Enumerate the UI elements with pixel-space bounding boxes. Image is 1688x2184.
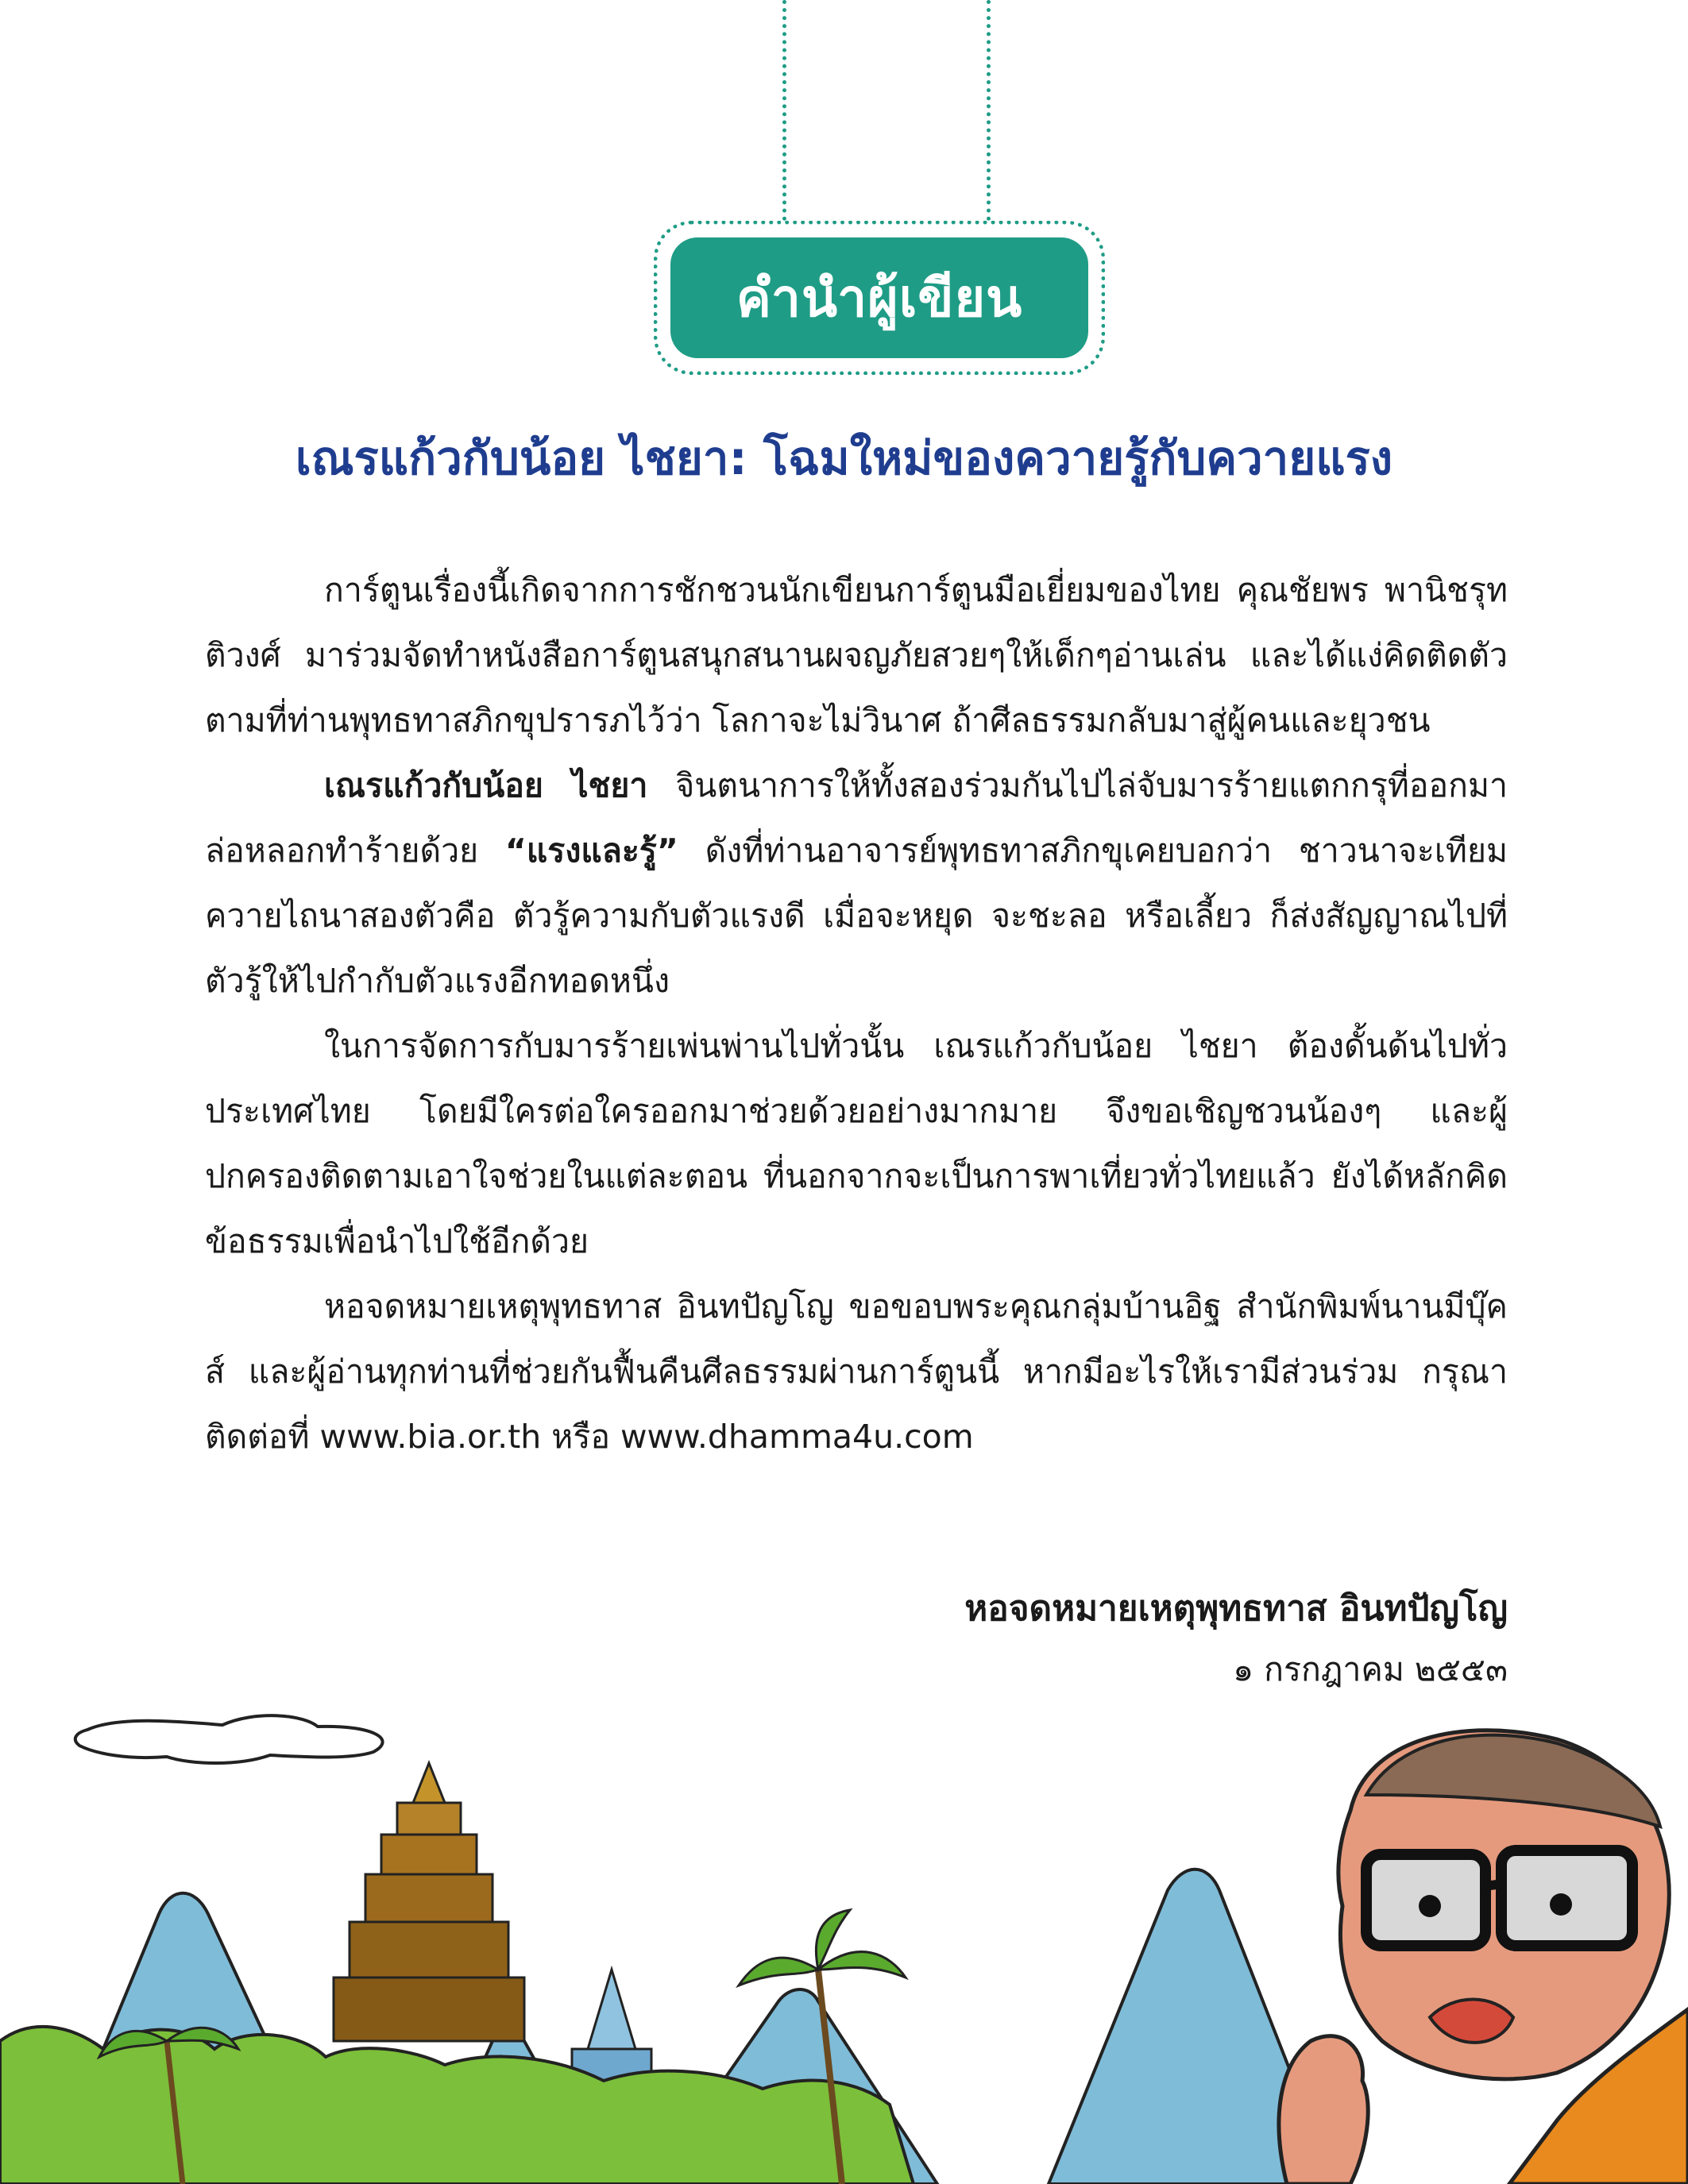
page-title: คำนำผู้เขียน bbox=[736, 267, 1023, 329]
paragraph-2 bbox=[205, 753, 1508, 1013]
signature-date: ๑ กรกฎาคม ๒๕๕๓ bbox=[1233, 1650, 1508, 1688]
signature-name: หอจดหมายเหตุพุทธทาส อินทปัญโญ bbox=[964, 1588, 1508, 1629]
title-badge-fill bbox=[670, 237, 1088, 358]
paragraph-1: การ์ตูนเรื่องนี้เกิดจากการชักชวนนักเขียนการ์ตูนมือเยี่ยมของไทย คุณชัยพร พานิชรุทติวงศ์ มาร่วมจัดทำหนังสือการ์ตูนสนุกสนานผจญภัยสวยๆให้เด็กๆอ่านเล่น และได้แง่คิดติดตัว ตามที่ท่านพุทธทาสภิกขุปรารภไว้ว่า โลกาจะไม่วินาศ ถ้าศีลธรรมกลับมาสู่ผู้คนและยุวชน bbox=[205, 571, 1508, 739]
monk-character-icon bbox=[1279, 1731, 1688, 2184]
paragraph-2-quote: “แรงและรู้” bbox=[504, 832, 678, 870]
paragraph-2-bold: เณรแก้วกับน้อย ไชยา bbox=[324, 766, 648, 805]
pagoda-icon bbox=[334, 1763, 524, 2041]
body-text bbox=[205, 558, 1508, 1469]
paragraph-3: ในการจัดการกับมารร้ายเพ่นพ่านไปทั่วนั้น เณรแก้วกับน้อย ไชยา ต้องดั้นด้นไปทั่วประเทศไทย โดยมีใครต่อใครออกมาช่วยด้วยอย่างมากมาย จึงขอเชิญชวนน้องๆ และผู้ปกครองติดตามเอาใจช่วยในแต่ละตอน ที่นอกจากจะเป็นการพาเที่ยวทั่วไทยแล้ว ยังได้หลักคิดข้อธรรมเพื่อนำไปใช้อีกด้วย bbox=[205, 1027, 1508, 1260]
dotted-hanger bbox=[782, 0, 991, 221]
cartoon-illustration bbox=[0, 1707, 1688, 2184]
paragraph-2-b: ดังที่ท่านอาจารย์พุทธทาสภิกขุเคยบอกว่า ชาวนาจะเทียมควายไถนาสองตัวคือ ตัวรู้ความกับตัวแรงดี เมื่อจะหยุด จะชะลอ หรือเลี้ยว ก็ส่งสัญญาณไปที่ตัวรู้ให้ไปกำกับตัวแรงอีกทอดหนึ่ง bbox=[205, 832, 1508, 1000]
cloud-icon bbox=[75, 1715, 383, 1763]
paragraph-2-a: จินตนาการให้ทั้งสองร่วมกันไปไล่จับมารร้ายแตกกรุที่ออกมาล่อหลอกทำร้ายด้วย bbox=[205, 766, 1508, 870]
subtitle: เณรแก้วกับน้อย ไชยา: โฉมใหม่ของควายรู้กับควายแรง bbox=[295, 431, 1393, 485]
paragraph-4: หอจดหมายเหตุพุทธทาส อินทปัญโญ ขอขอบพระคุณกลุ่มบ้านอิฐ สำนักพิมพ์นานมีบุ๊คส์ และผู้อ่านทุกท่านที่ช่วยกันฟื้นคืนศีลธรรมผ่านการ์ตูนนี้ หากมีอะไรให้เรามีส่วนร่วม กรุณาติดต่อที่ www.bia.or.th หรือ www.dhamma4u.com bbox=[205, 1287, 1508, 1456]
title-badge bbox=[654, 221, 1105, 375]
